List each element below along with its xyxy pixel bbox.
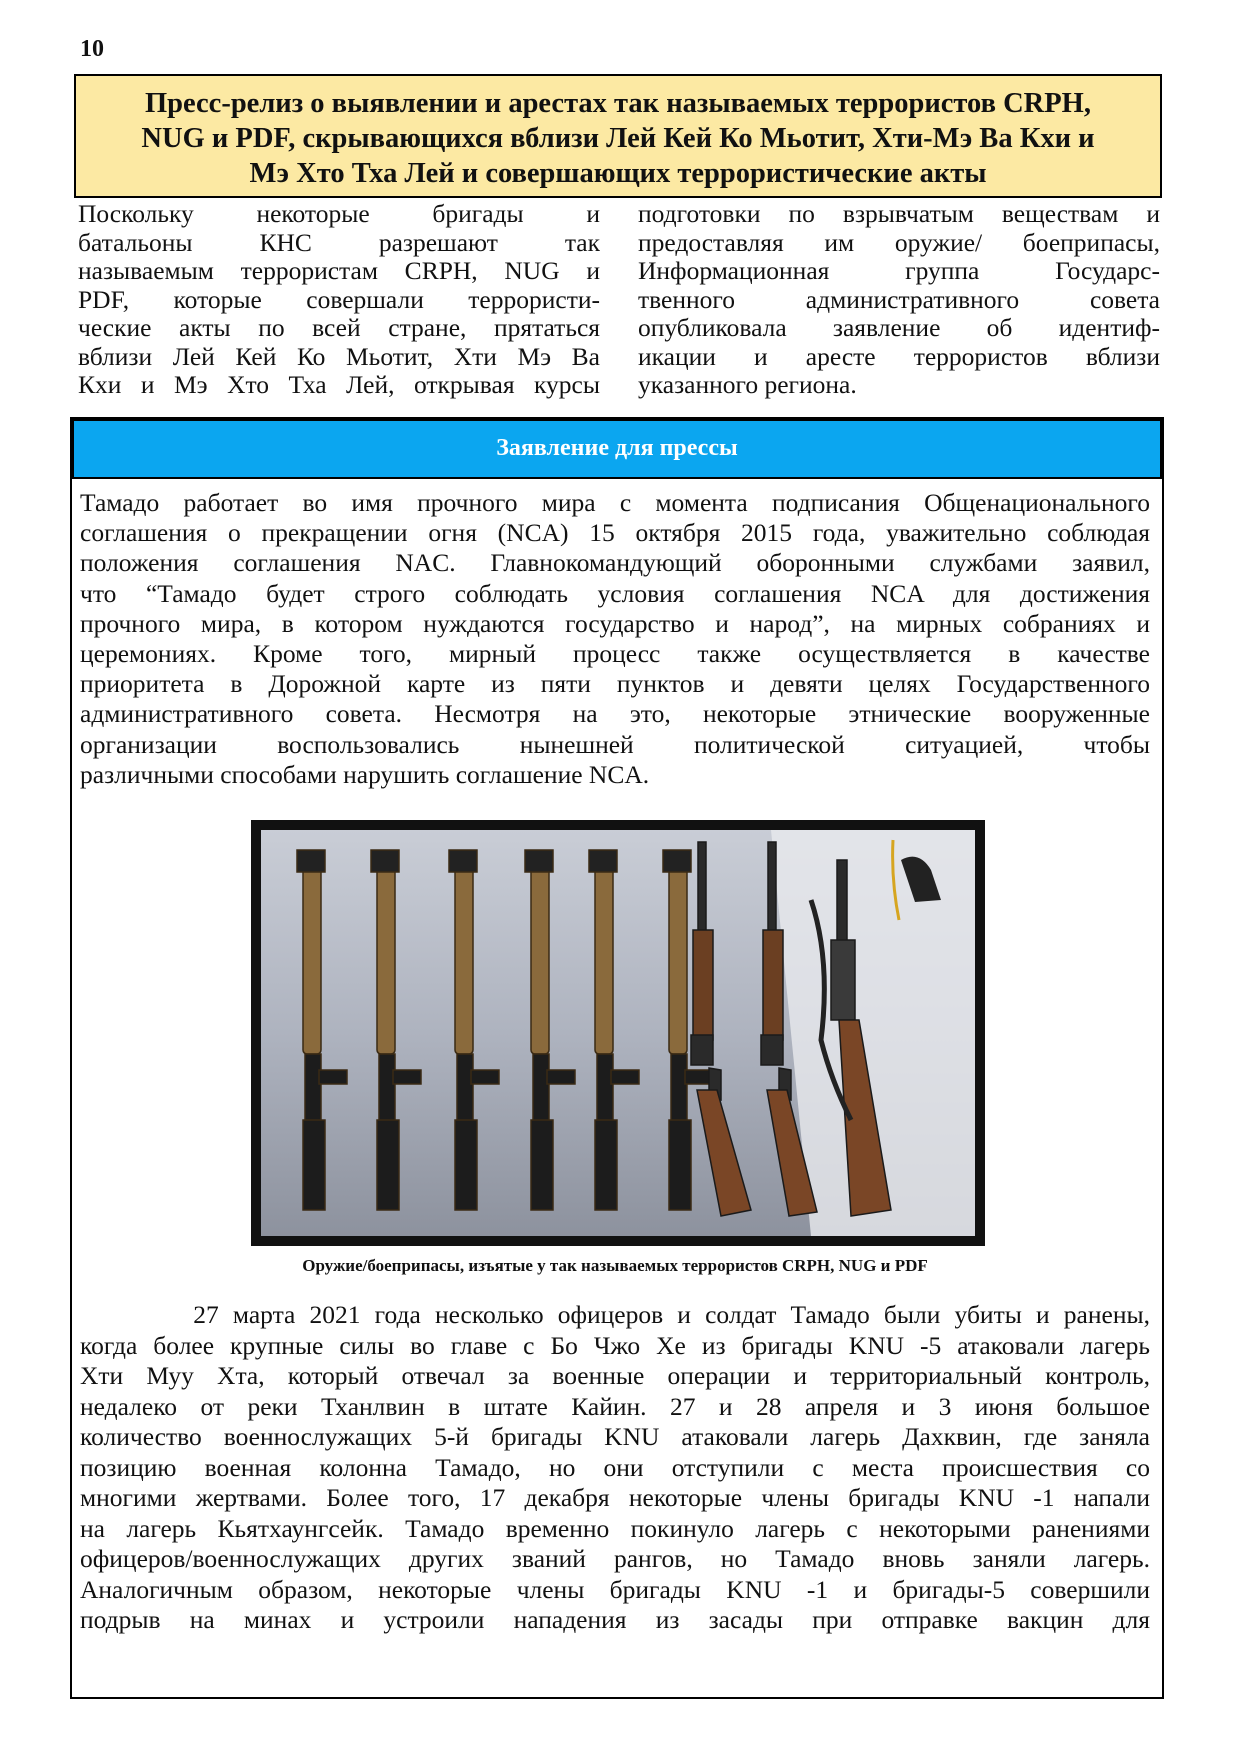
text-line: Аналогичным образом, некоторые члены бригады KNU -1 и бригады-5 совершили [80, 1574, 1150, 1604]
text-line: PDF, которые совершали террористи- [78, 285, 600, 314]
text-line: прочного мира, в котором нуждаются государство и народ”, на мирных собраниях и [80, 608, 1150, 638]
text-line: офицеров/военнослужащих других званий рангов, но Тамадо вновь заняли лагерь. [80, 1544, 1150, 1573]
text-line: различными способами нарушить соглашение NCA. [80, 759, 650, 789]
text-line: твенного административного совета [638, 285, 1160, 314]
text-line: ческие акты по всей стране, прятаться [78, 314, 600, 342]
text-line: Информационная группа Государс- [638, 257, 1160, 285]
text-line: позицию военная колонна Тамадо, но они отступили с места происшествия со [80, 1452, 1150, 1482]
text-line: церемониях. Кроме того, мирный процесс также осуществляется в качестве [80, 639, 1150, 669]
text-line: Кхи и Мэ Хто Тха Лей, открывая курсы [78, 371, 600, 399]
text-line: батальоны КНС разрешают так [78, 228, 600, 257]
text-line: недалеко от реки Тханлвин в штате Кайин. 27 и 28 апреля и 3 июня большое [80, 1391, 1150, 1421]
text-line: подрыв на минах и устроили нападения из засады при отправке вакцин для [80, 1605, 1150, 1634]
title-line: Пресс-релиз о выявлении и арестах так называемых террористов CRPH, [145, 88, 1091, 119]
text-line: подготовки по взрывчатым веществам и [638, 200, 1160, 228]
text-line: называемым террористам CRPH, NUG и [78, 257, 600, 285]
body-paragraph [80, 1300, 1150, 1636]
title-box [74, 74, 1162, 198]
text-line: соглашения о прекращении огня (NCA) 15 октября 2015 года, уважительно соблюдая [80, 518, 1150, 548]
title-line: Мэ Хто Тха Лей и совершающих террористические акты [249, 158, 987, 189]
text-line: организации воспользовались нынешней политической ситуацией, чтобы [80, 729, 1150, 759]
text-line: количество военнослужащих 5-й бригады KNU атаковали лагерь Дахквин, где заняла [80, 1422, 1150, 1451]
text-line: указанного региона. [638, 371, 857, 399]
photo-caption: Оружие/боеприпасы, изъятые у так называемых террористов CRPH, NUG и PDF [302, 1256, 928, 1275]
text-line: 27 марта 2021 года несколько офицеров и солдат Тамадо были убиты и ранены, [80, 1300, 1150, 1329]
text-line: Тамадо работает во имя прочного мира с момента подписания Общенационального [80, 488, 1150, 517]
text-line: опубликовала заявление об идентиф- [638, 314, 1160, 342]
text-line: Хти Муу Хта, который отвечал за военные операции и территориальный контроль, [80, 1361, 1150, 1390]
text-line: предоставляя им оружие/ боеприпасы, [638, 228, 1160, 257]
press-statement-header: Заявление для прессы [72, 419, 1162, 479]
text-line: административного совета. Несмотря на это, некоторые этнические вооруженные [80, 699, 1150, 729]
seized-weapons-photo [251, 820, 985, 1246]
page-number: 10 [80, 36, 104, 62]
text-line: многими жертвами. Более того, 17 декабря некоторые члены бригады KNU -1 напали [80, 1483, 1150, 1512]
title-line: NUG и PDF, скрывающихся вблизи Лей Кей Ко Мьотит, Хти-Мэ Ва Кхи и [141, 123, 1095, 154]
text-line: на лагерь Кьятхаунгсейк. Тамадо временно покинуло лагерь с некоторыми ранениями [80, 1513, 1150, 1543]
text-line: икации и аресте террористов вблизи [638, 342, 1160, 371]
left-column [78, 200, 600, 400]
text-line: положения соглашения NAC. Главнокомандующий оборонными службами заявил, [80, 548, 1150, 578]
intro-paragraph [80, 488, 1150, 790]
text-line: что “Тамадо будет строго соблюдать условия соглашения NCA для достижения [80, 578, 1150, 608]
text-line: Поскольку некоторые бригады и [78, 200, 600, 228]
right-column [638, 200, 1160, 400]
text-line: приоритета в Дорожной карте из пяти пунктов и девяти целях Государственного [80, 669, 1150, 699]
text-line: когда более крупные силы во главе с Бо Чжо Хе из бригады KNU -5 атаковали лагерь [80, 1330, 1150, 1360]
text-line: вблизи Лей Кей Ко Мьотит, Хти Мэ Ва [78, 342, 600, 371]
